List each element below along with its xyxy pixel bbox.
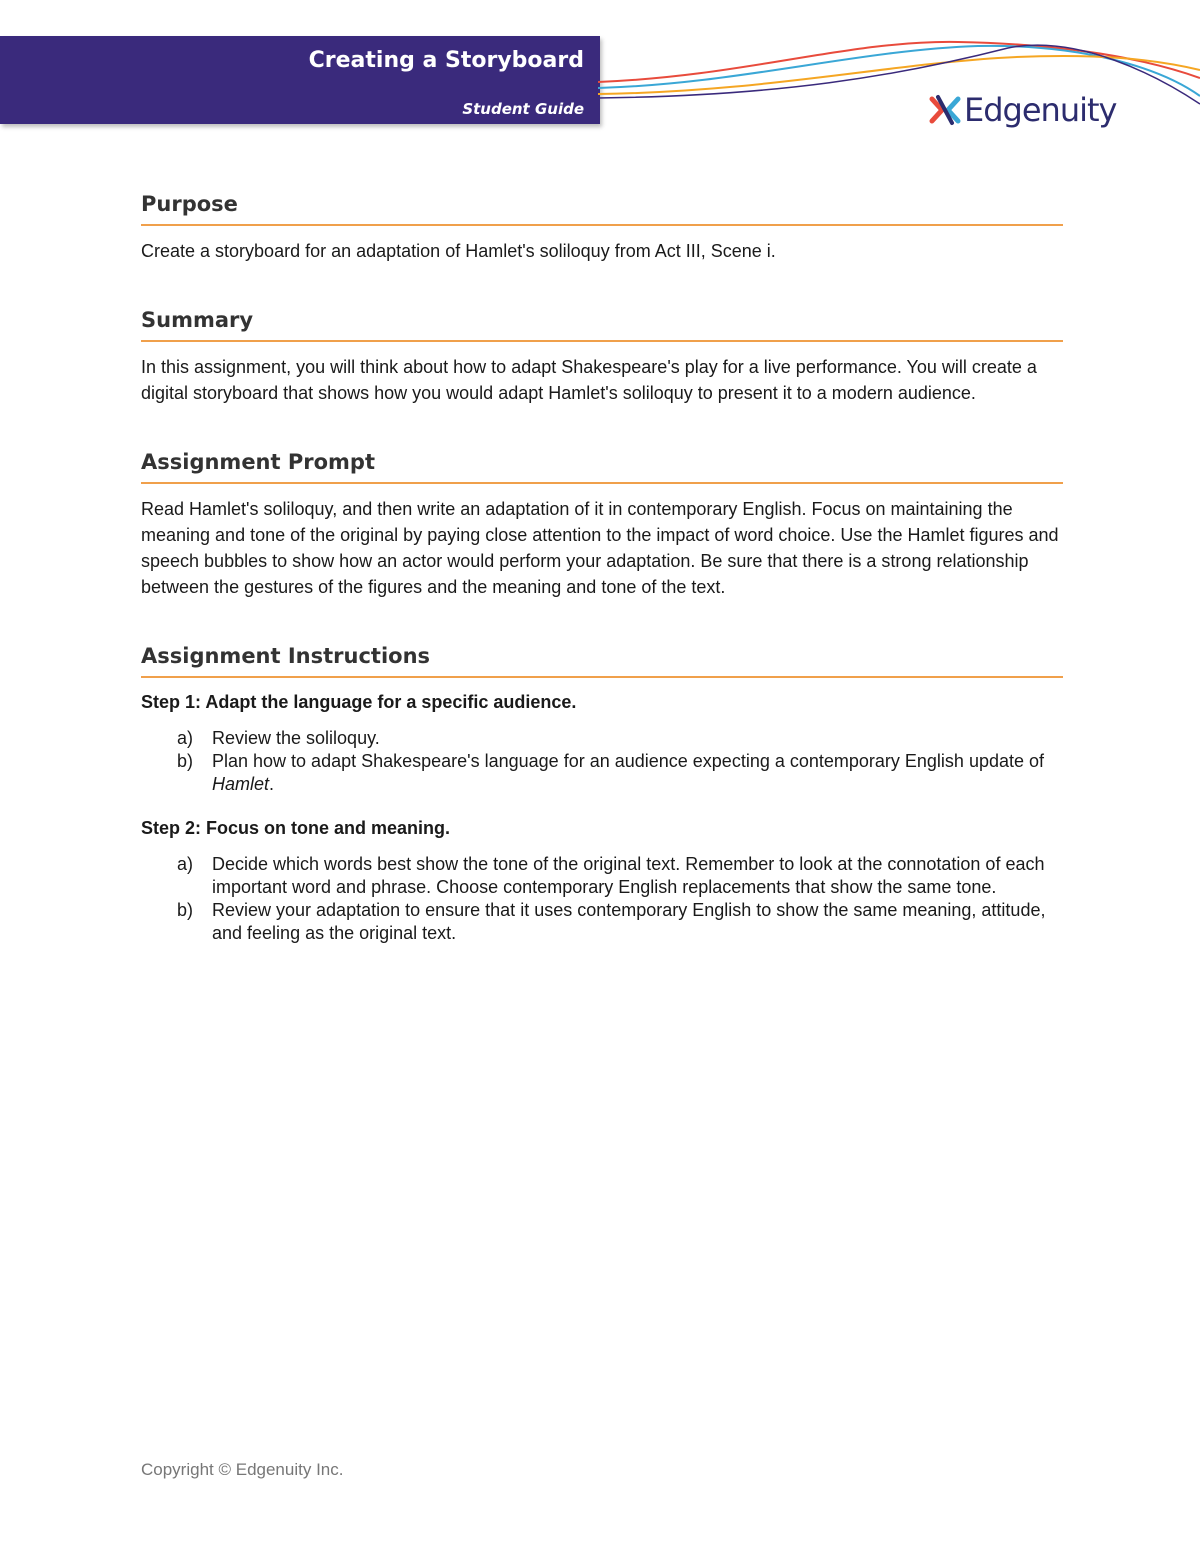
list-text [212,750,1063,796]
list-marker: a) [177,728,194,748]
purpose-body: Create a storyboard for an adaptation of Hamlet's soliloquy from Act III, Scene i. [141,241,776,261]
list-item [141,750,1063,796]
edgenuity-logo-icon [928,93,962,127]
list-marker: b) [177,900,194,920]
list-text-part: . [269,774,275,794]
list-marker: a) [177,854,194,874]
logo-text: Edgenuity [964,91,1117,129]
step-1-title: Step 1: Adapt the language for a specific audience. [141,692,577,712]
summary-heading: Summary [141,308,1063,342]
header-band [0,36,600,124]
document-title: Creating a Storyboard [308,48,584,73]
step-1-list [141,727,1063,796]
list-text-part: Plan how to adapt Shakespeare's language for an audience expecting a contemporary English update of [212,751,1045,771]
prompt-body: Read Hamlet's soliloquy, and then write an adaptation of it in contemporary English. Focus on maintaining the meaning and tone of the original by paying close attention to the impact of word choice. Use the Hamlet figures and speech bubbles to show how an actor would perform your adaptation. Be sure that there is a strong relationship between the gestures of the figures and the meaning and tone of the text. [141,499,1059,597]
copyright-footer: Copyright © Edgenuity Inc. [141,1460,344,1479]
list-text: Decide which words best show the tone of the original text. Remember to look at the connotation of each important word and phrase. Choose contemporary English replacements that show the same tone. [212,854,1045,897]
purpose-section [141,192,1063,264]
instructions-heading: Assignment Instructions [141,644,1063,678]
instructions-section [141,644,1063,945]
summary-section [141,308,1063,406]
play-title-italic: Hamlet [212,774,270,794]
list-text: Review the soliloquy. [212,728,380,748]
list-item [141,899,1063,945]
summary-body: In this assignment, you will think about how to adapt Shakespeare's play for a live performance. You will create a digital storyboard that shows how you would adapt Hamlet's soliloquy to present it to a modern audience. [141,357,1037,403]
document-subtitle: Student Guide [462,100,584,118]
purpose-heading: Purpose [141,192,1063,226]
edgenuity-logo [928,90,1116,130]
prompt-section [141,450,1063,600]
step-2-title: Step 2: Focus on tone and meaning. [141,818,451,838]
prompt-heading: Assignment Prompt [141,450,1063,484]
list-marker: b) [177,751,194,771]
step-2-list [141,853,1063,945]
document-content [141,192,1063,989]
list-text: Review your adaptation to ensure that it uses contemporary English to show the same meaning, attitude, and feeling as the original text. [212,900,1046,943]
list-item [141,727,1063,750]
list-item [141,853,1063,899]
